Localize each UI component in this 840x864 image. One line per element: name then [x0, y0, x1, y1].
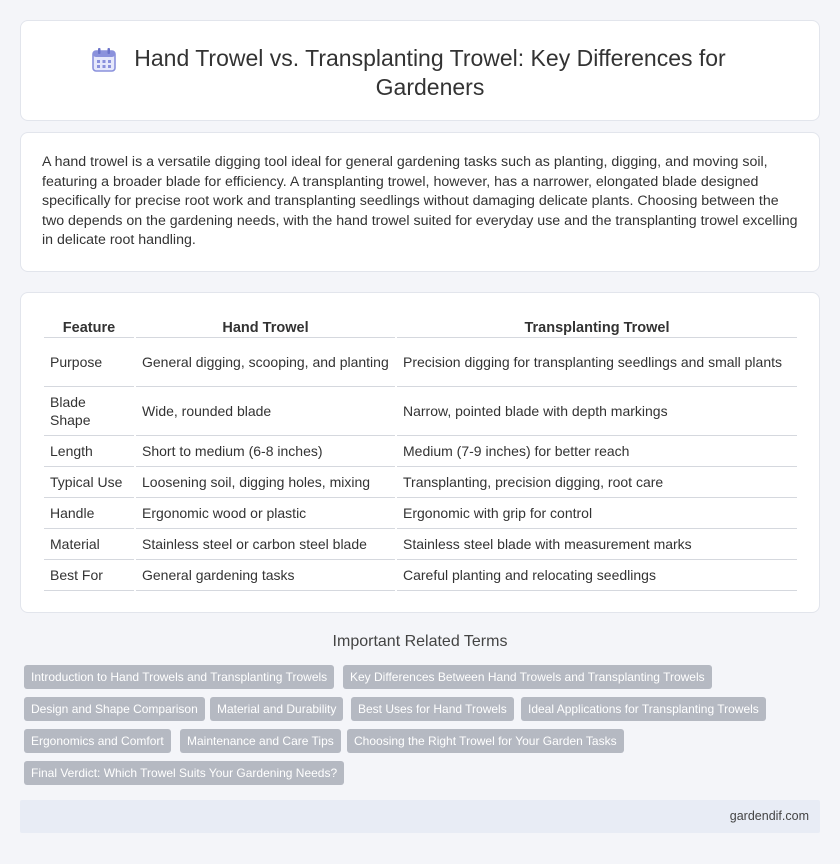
table-cell: Precision digging for transplanting seedlings and small plants — [397, 338, 797, 387]
table-cell: Blade Shape — [44, 387, 134, 436]
comparison-table-card — [20, 292, 820, 613]
table-cell: Medium (7-9 inches) for better reach — [397, 436, 797, 467]
table-row — [44, 338, 797, 387]
related-tag[interactable]: Ideal Applications for Transplanting Trowels — [521, 697, 766, 721]
table-cell: Short to medium (6-8 inches) — [136, 436, 395, 467]
table-cell: General gardening tasks — [136, 560, 395, 591]
related-tag[interactable]: Introduction to Hand Trowels and Transplanting Trowels — [24, 665, 334, 689]
table-cell: Careful planting and relocating seedlings — [397, 560, 797, 591]
table-cell: Stainless steel or carbon steel blade — [136, 529, 395, 560]
table-row — [44, 560, 797, 591]
intro-paragraph: A hand trowel is a versatile digging tool ideal for general gardening tasks such as planting, digging, and moving soil, featuring a broader blade for efficiency. A transplanting trowel, however, has a narrower, elongated blade designed specifically for precise root work and transplanting seedlings without damaging delicate plants. Choosing between the two depends on the gardening needs, with the hand trowel suited for everyday use and the transplanting trowel excelling in delicate root handling. — [42, 154, 798, 248]
comparison-table — [42, 314, 799, 591]
table-row — [44, 387, 797, 436]
title-card — [20, 20, 820, 121]
intro-card — [20, 132, 820, 272]
table-cell: Length — [44, 436, 134, 467]
table-cell: Transplanting, precision digging, root care — [397, 467, 797, 498]
related-tag[interactable]: Choosing the Right Trowel for Your Garden Tasks — [347, 729, 624, 753]
table-cell: Typical Use — [44, 467, 134, 498]
table-cell: Handle — [44, 498, 134, 529]
header-transplanting-trowel: Transplanting Trowel — [397, 314, 797, 338]
table-row — [44, 498, 797, 529]
table-row — [44, 467, 797, 498]
table-header-row — [44, 314, 797, 338]
related-tag[interactable]: Design and Shape Comparison — [24, 697, 205, 721]
related-tag[interactable]: Best Uses for Hand Trowels — [351, 697, 514, 721]
table-cell: Narrow, pointed blade with depth markings — [397, 387, 797, 436]
footer — [20, 800, 820, 833]
table-row — [44, 529, 797, 560]
table-row — [44, 436, 797, 467]
related-tag[interactable]: Material and Durability — [210, 697, 343, 721]
page-title: Hand Trowel vs. Transplanting Trowel: Key Differences for Gardeners — [134, 45, 726, 100]
header-hand-trowel: Hand Trowel — [136, 314, 395, 338]
table-cell: General digging, scooping, and planting — [136, 338, 395, 387]
table-cell: Purpose — [44, 338, 134, 387]
table-cell: Material — [44, 529, 134, 560]
footer-site-link[interactable]: gardendif.com — [729, 809, 809, 823]
related-terms-title: Important Related Terms — [332, 633, 508, 650]
related-tag[interactable]: Maintenance and Care Tips — [180, 729, 341, 753]
table-cell: Loosening soil, digging holes, mixing — [136, 467, 395, 498]
related-tag[interactable]: Key Differences Between Hand Trowels and Transplanting Trowels — [343, 665, 712, 689]
header-feature: Feature — [44, 314, 134, 338]
table-cell: Stainless steel blade with measurement marks — [397, 529, 797, 560]
related-tag[interactable]: Final Verdict: Which Trowel Suits Your Gardening Needs? — [24, 761, 344, 785]
related-tag[interactable]: Ergonomics and Comfort — [24, 729, 171, 753]
table-cell: Wide, rounded blade — [136, 387, 395, 436]
table-cell: Ergonomic with grip for control — [397, 498, 797, 529]
table-cell: Best For — [44, 560, 134, 591]
table-cell: Ergonomic wood or plastic — [136, 498, 395, 529]
